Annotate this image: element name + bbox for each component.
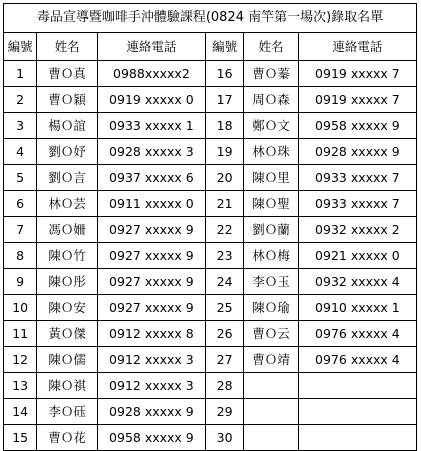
- entry-phone: 0921 xxxxx 0: [298, 243, 416, 269]
- entry-phone: 0919 xxxxx 7: [298, 61, 416, 87]
- table-row: [4, 269, 417, 295]
- entry-name: 劉Ｏ言: [37, 165, 98, 191]
- admission-list-table: [3, 3, 417, 451]
- entry-phone: 0928 xxxxx 9: [97, 399, 205, 425]
- header-row: [4, 33, 417, 61]
- entry-phone: [298, 425, 416, 451]
- entry-name: 林Ｏ珠: [244, 139, 299, 165]
- entry-name: 陳Ｏ祺: [37, 373, 98, 399]
- entry-name: 鄭Ｏ文: [244, 113, 299, 139]
- entry-phone: [298, 373, 416, 399]
- header-number: 編號: [205, 33, 243, 61]
- table-row: [4, 373, 417, 399]
- entry-number: 25: [205, 295, 243, 321]
- entry-name: 陳Ｏ儒: [37, 347, 98, 373]
- entry-number: 14: [4, 399, 37, 425]
- entry-number: 18: [205, 113, 243, 139]
- entry-phone: 0912 xxxxx 3: [97, 373, 205, 399]
- entry-phone: 0958 xxxxx 9: [97, 425, 205, 451]
- header-name: 姓名: [244, 33, 299, 61]
- entry-number: 6: [4, 191, 37, 217]
- entry-name: 黃Ｏ傑: [37, 321, 98, 347]
- entry-name: 楊Ｏ誼: [37, 113, 98, 139]
- table-row: [4, 113, 417, 139]
- entry-name: 陳Ｏ彤: [37, 269, 98, 295]
- entry-name: 李Ｏ玉: [244, 269, 299, 295]
- entry-name: [244, 373, 299, 399]
- entry-number: 12: [4, 347, 37, 373]
- entry-phone: 0912 xxxxx 3: [97, 347, 205, 373]
- entry-phone: 0932 xxxxx 2: [298, 217, 416, 243]
- entry-name: 劉Ｏ蘭: [244, 217, 299, 243]
- entry-phone: 0976 xxxxx 4: [298, 321, 416, 347]
- entry-phone: 0919 xxxxx 7: [298, 87, 416, 113]
- entry-number: 24: [205, 269, 243, 295]
- entry-name: 陳Ｏ竹: [37, 243, 98, 269]
- table-row: [4, 295, 417, 321]
- entry-number: 5: [4, 165, 37, 191]
- entry-number: 15: [4, 425, 37, 451]
- entry-number: 2: [4, 87, 37, 113]
- entry-number: 27: [205, 347, 243, 373]
- entry-phone: 0927 xxxxx 9: [97, 295, 205, 321]
- entry-name: 陳Ｏ里: [244, 165, 299, 191]
- entry-phone: 0928 xxxxx 9: [298, 139, 416, 165]
- entry-number: 28: [205, 373, 243, 399]
- header-name: 姓名: [37, 33, 98, 61]
- table-row: [4, 243, 417, 269]
- entry-number: 16: [205, 61, 243, 87]
- entry-phone: 0976 xxxxx 4: [298, 347, 416, 373]
- entry-number: 23: [205, 243, 243, 269]
- entry-name: 曹Ｏ蓁: [244, 61, 299, 87]
- entry-number: 13: [4, 373, 37, 399]
- entry-number: 17: [205, 87, 243, 113]
- entry-name: 劉Ｏ妤: [37, 139, 98, 165]
- entry-phone: 0933 xxxxx 1: [97, 113, 205, 139]
- entry-number: 8: [4, 243, 37, 269]
- list-title: 毒品宣導暨咖啡手沖體驗課程(0824 南竿第一場次)錄取名單: [4, 4, 417, 33]
- entry-number: 21: [205, 191, 243, 217]
- entry-phone: [298, 399, 416, 425]
- entry-number: 4: [4, 139, 37, 165]
- entry-name: [244, 425, 299, 451]
- entry-phone: 0933 xxxxx 7: [298, 191, 416, 217]
- entry-name: 周Ｏ森: [244, 87, 299, 113]
- table-row: [4, 399, 417, 425]
- entry-name: 陳Ｏ安: [37, 295, 98, 321]
- entry-phone: 0919 xxxxx 0: [97, 87, 205, 113]
- entry-phone: 0958 xxxxx 9: [298, 113, 416, 139]
- entry-phone: 0932 xxxxx 4: [298, 269, 416, 295]
- entry-number: 30: [205, 425, 243, 451]
- entry-name: 林Ｏ芸: [37, 191, 98, 217]
- entry-number: 9: [4, 269, 37, 295]
- entry-phone: 0927 xxxxx 9: [97, 243, 205, 269]
- entry-name: 曹Ｏ穎: [37, 87, 98, 113]
- entry-name: 曹Ｏ靖: [244, 347, 299, 373]
- table-row: [4, 425, 417, 451]
- table-row: [4, 139, 417, 165]
- entry-phone: 0912 xxxxx 8: [97, 321, 205, 347]
- entry-phone: 0910 xxxxx 1: [298, 295, 416, 321]
- entry-number: 29: [205, 399, 243, 425]
- entry-phone: 0937 xxxxx 6: [97, 165, 205, 191]
- entry-name: 曹Ｏ云: [244, 321, 299, 347]
- table-row: [4, 165, 417, 191]
- entry-phone: 0933 xxxxx 7: [298, 165, 416, 191]
- entry-number: 11: [4, 321, 37, 347]
- entry-name: 林Ｏ梅: [244, 243, 299, 269]
- title-row: [4, 4, 417, 33]
- entry-phone: 0988xxxxx2: [97, 61, 205, 87]
- table-row: [4, 321, 417, 347]
- entry-number: 1: [4, 61, 37, 87]
- entry-name: 陳Ｏ聖: [244, 191, 299, 217]
- table-row: [4, 217, 417, 243]
- entry-number: 20: [205, 165, 243, 191]
- entry-number: 22: [205, 217, 243, 243]
- entry-name: 曹Ｏ真: [37, 61, 98, 87]
- table-row: [4, 191, 417, 217]
- entry-number: 7: [4, 217, 37, 243]
- entry-phone: 0927 xxxxx 9: [97, 269, 205, 295]
- entry-name: 馮Ｏ姍: [37, 217, 98, 243]
- entry-number: 26: [205, 321, 243, 347]
- table-row: [4, 347, 417, 373]
- entry-name: 曹Ｏ花: [37, 425, 98, 451]
- entry-number: 10: [4, 295, 37, 321]
- entry-name: 李Ｏ砡: [37, 399, 98, 425]
- entry-name: 陳Ｏ瑜: [244, 295, 299, 321]
- entry-phone: 0928 xxxxx 3: [97, 139, 205, 165]
- entry-number: 3: [4, 113, 37, 139]
- entry-name: [244, 399, 299, 425]
- table-row: [4, 87, 417, 113]
- header-phone: 連絡電話: [298, 33, 416, 61]
- table-row: [4, 61, 417, 87]
- entry-phone: 0911 xxxxx 0: [97, 191, 205, 217]
- header-number: 編號: [4, 33, 37, 61]
- header-phone: 連絡電話: [97, 33, 205, 61]
- entry-number: 19: [205, 139, 243, 165]
- entry-phone: 0927 xxxxx 9: [97, 217, 205, 243]
